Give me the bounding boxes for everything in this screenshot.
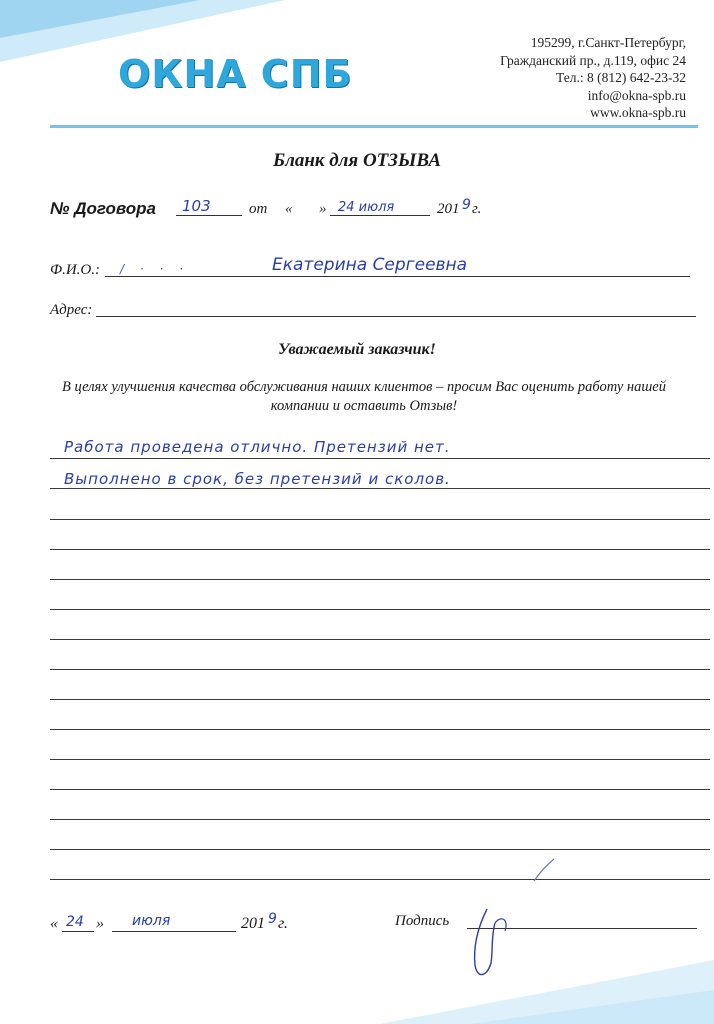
contact-block — [500, 34, 686, 122]
review-line — [50, 759, 710, 760]
signature-handwritten — [465, 905, 525, 985]
signature-label: Подпись — [395, 913, 450, 929]
year-g: г. — [472, 201, 482, 217]
review-line — [50, 669, 710, 670]
address-underline — [96, 316, 696, 317]
review-line — [50, 789, 710, 790]
review-line-2: Выполнено в срок, без претензий и сколов. — [64, 470, 451, 488]
review-line — [50, 639, 710, 640]
company-logo: ОКНА СПБ — [118, 52, 353, 96]
footer-quote-close: » — [96, 915, 104, 932]
footer-month-underline — [112, 931, 236, 932]
year-prefix: 201 — [437, 201, 460, 217]
footer-year-prefix: 201 — [241, 915, 265, 932]
review-line — [50, 609, 710, 610]
date-value: 24 июля — [338, 200, 395, 215]
review-line — [50, 729, 710, 730]
year-suffix: 9 — [462, 197, 471, 213]
date-quote-open: « — [285, 201, 293, 217]
contract-label: № Договора — [50, 199, 156, 218]
address-line-1: 195299, г.Санкт-Петербург, — [530, 35, 686, 50]
address-line-2: Гражданский пр., д.119, офис 24 — [500, 52, 686, 68]
date-quote-close: » — [319, 201, 327, 217]
form-title: Бланк для ОТЗЫВА — [273, 150, 441, 171]
website-text: www.okna-spb.ru — [590, 105, 686, 120]
review-line — [50, 819, 710, 820]
header-divider — [50, 125, 698, 128]
fio-underline — [105, 276, 690, 277]
footer-day-underline — [62, 931, 94, 932]
footer-quote-open: « — [50, 915, 58, 932]
review-line — [50, 488, 710, 489]
review-line-1: Работа проведена отлично. Претензий нет. — [64, 438, 451, 456]
review-line — [50, 699, 710, 700]
review-line — [50, 519, 710, 520]
bottom-right-corner-shape-light — [380, 960, 714, 1024]
contract-number-underline — [176, 215, 242, 216]
footer-day: 24 — [66, 914, 84, 930]
footer-month: июля — [132, 913, 171, 929]
review-line — [50, 849, 710, 850]
contract-number-value: 103 — [182, 197, 211, 215]
greeting-heading: Уважаемый заказчик! — [278, 341, 436, 358]
phone-text: Тел.: 8 (812) 642-23-32 — [556, 70, 686, 85]
fio-strokes: / · · · — [120, 262, 189, 276]
address-label: Адрес: — [50, 302, 93, 318]
pen-stroke-mark — [530, 855, 560, 885]
review-line — [50, 458, 710, 459]
review-line — [50, 579, 710, 580]
review-line — [50, 879, 710, 880]
intro-text: В целях улучшения качества обслуживания наших клиентов – просим Вас оценить работу нашей компании и оставить Отзыв! — [62, 379, 666, 414]
footer-year-suffix: 9 — [268, 911, 277, 927]
email-text: info@okna-spb.ru — [587, 87, 686, 103]
from-label: от — [249, 201, 268, 217]
review-line — [50, 549, 710, 550]
footer-year-g: г. — [278, 915, 289, 932]
fio-label: Ф.И.О.: — [50, 262, 100, 278]
fio-value: Екатерина Сергеевна — [272, 255, 468, 275]
date-underline — [330, 215, 430, 216]
